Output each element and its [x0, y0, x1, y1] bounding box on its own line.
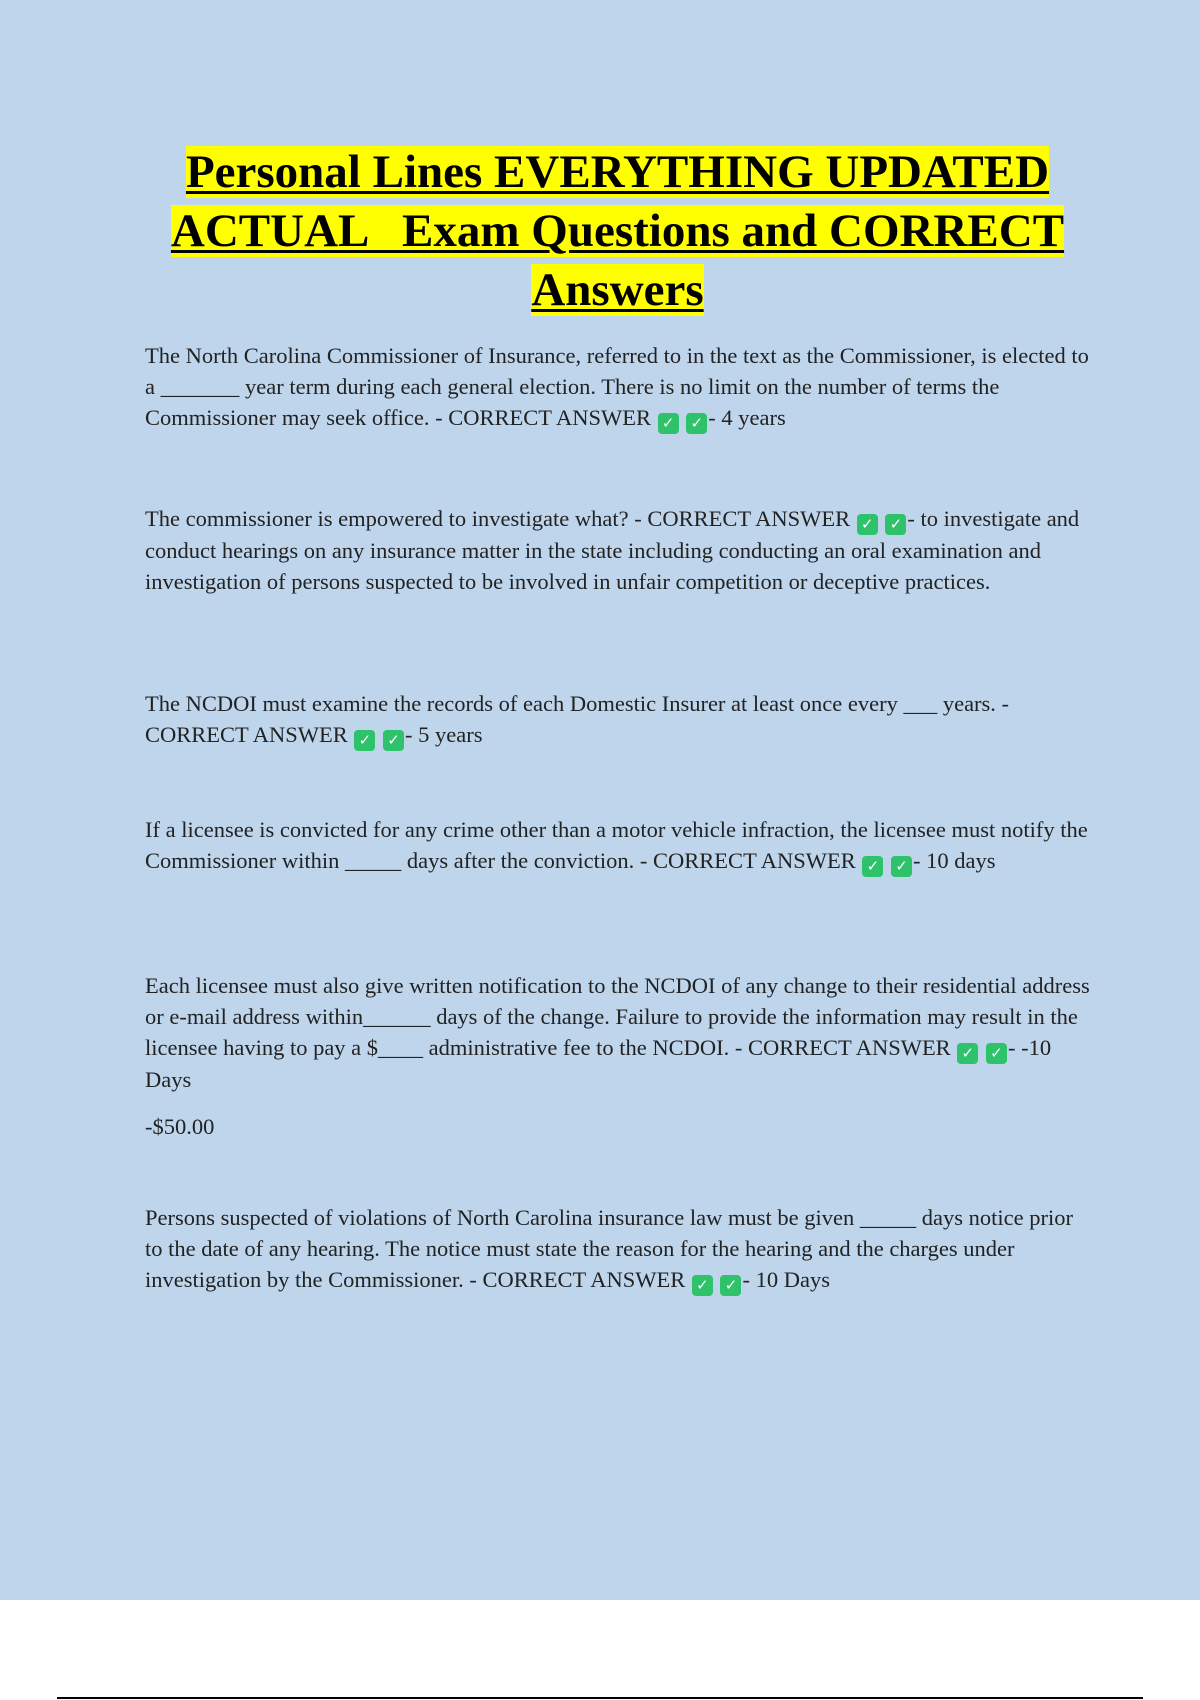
answer-text: - 5 years — [405, 722, 483, 747]
check-mark-icon: ✓ — [354, 730, 375, 751]
check-mark-icon: ✓ — [891, 856, 912, 877]
check-mark-icon: ✓ — [658, 413, 679, 434]
question-block-6 — [145, 1202, 1090, 1296]
answer-text: - to investigate and conduct hearings on any insurance matter in the state including conducting an oral examination and investigation of persons suspected to be involved in unfair competition or deceptive practices. — [145, 506, 1080, 594]
check-mark-icon: ✓ — [957, 1043, 978, 1064]
answer-text: - 4 years — [708, 405, 786, 430]
title-line-1: Personal Lines EVERYTHING UPDATED — [185, 146, 1050, 198]
check-mark-icon: ✓ — [857, 514, 878, 535]
answer-text: - 10 days — [913, 848, 996, 873]
question-text: The North Carolina Commissioner of Insurance, referred to in the text as the Commissioner, is elected to a _______ year term during each general election. There is no limit on the number of terms the Commissioner may seek office. - CORRECT ANSWER — [145, 343, 1089, 430]
question-text: The commissioner is empowered to investigate what? - CORRECT ANSWER — [145, 506, 851, 531]
title-line-2: ACTUAL Exam Questions and CORRECT — [170, 205, 1065, 257]
question-block-5 — [145, 970, 1090, 1095]
question-block-2 — [145, 503, 1090, 597]
check-mark-icon: ✓ — [862, 856, 883, 877]
answer-extra: -$50.00 — [145, 1114, 215, 1139]
document-title — [140, 143, 1095, 320]
check-mark-icon: ✓ — [692, 1275, 713, 1296]
check-mark-icon: ✓ — [686, 413, 707, 434]
answer-text: - 10 Days — [742, 1267, 830, 1292]
check-mark-icon: ✓ — [720, 1275, 741, 1296]
check-mark-icon: ✓ — [383, 730, 404, 751]
answer-text: - -10 Days — [145, 1035, 1052, 1092]
question-block-3 — [145, 688, 1090, 751]
question-text: Each licensee must also give written notification to the NCDOI of any change to their residential address or e-mail address within______ days of the change. Failure to provide the information may result in the licensee having to pay a $____ administrative fee to the NCDOI. - CORRECT ANSWER — [145, 973, 1090, 1060]
footer-rule — [57, 1697, 1143, 1699]
question-text: If a licensee is convicted for any crime other than a motor vehicle infraction, the licensee must notify the Commissioner within _____ days after the conviction. - CORRECT ANSWER — [145, 817, 1088, 873]
question-text: Persons suspected of violations of North Carolina insurance law must be given _____ days notice prior to the date of any hearing. The notice must state the reason for the hearing and the charges under investigation by the Commissioner. - CORRECT ANSWER — [145, 1205, 1073, 1292]
check-mark-icon: ✓ — [885, 514, 906, 535]
question-text: The NCDOI must examine the records of each Domestic Insurer at least once every ___ years. - CORRECT ANSWER — [145, 691, 1010, 747]
question-block-4 — [145, 814, 1090, 877]
question-block-1 — [145, 340, 1090, 434]
title-line-3: Answers — [531, 264, 704, 316]
check-mark-icon: ✓ — [986, 1043, 1007, 1064]
